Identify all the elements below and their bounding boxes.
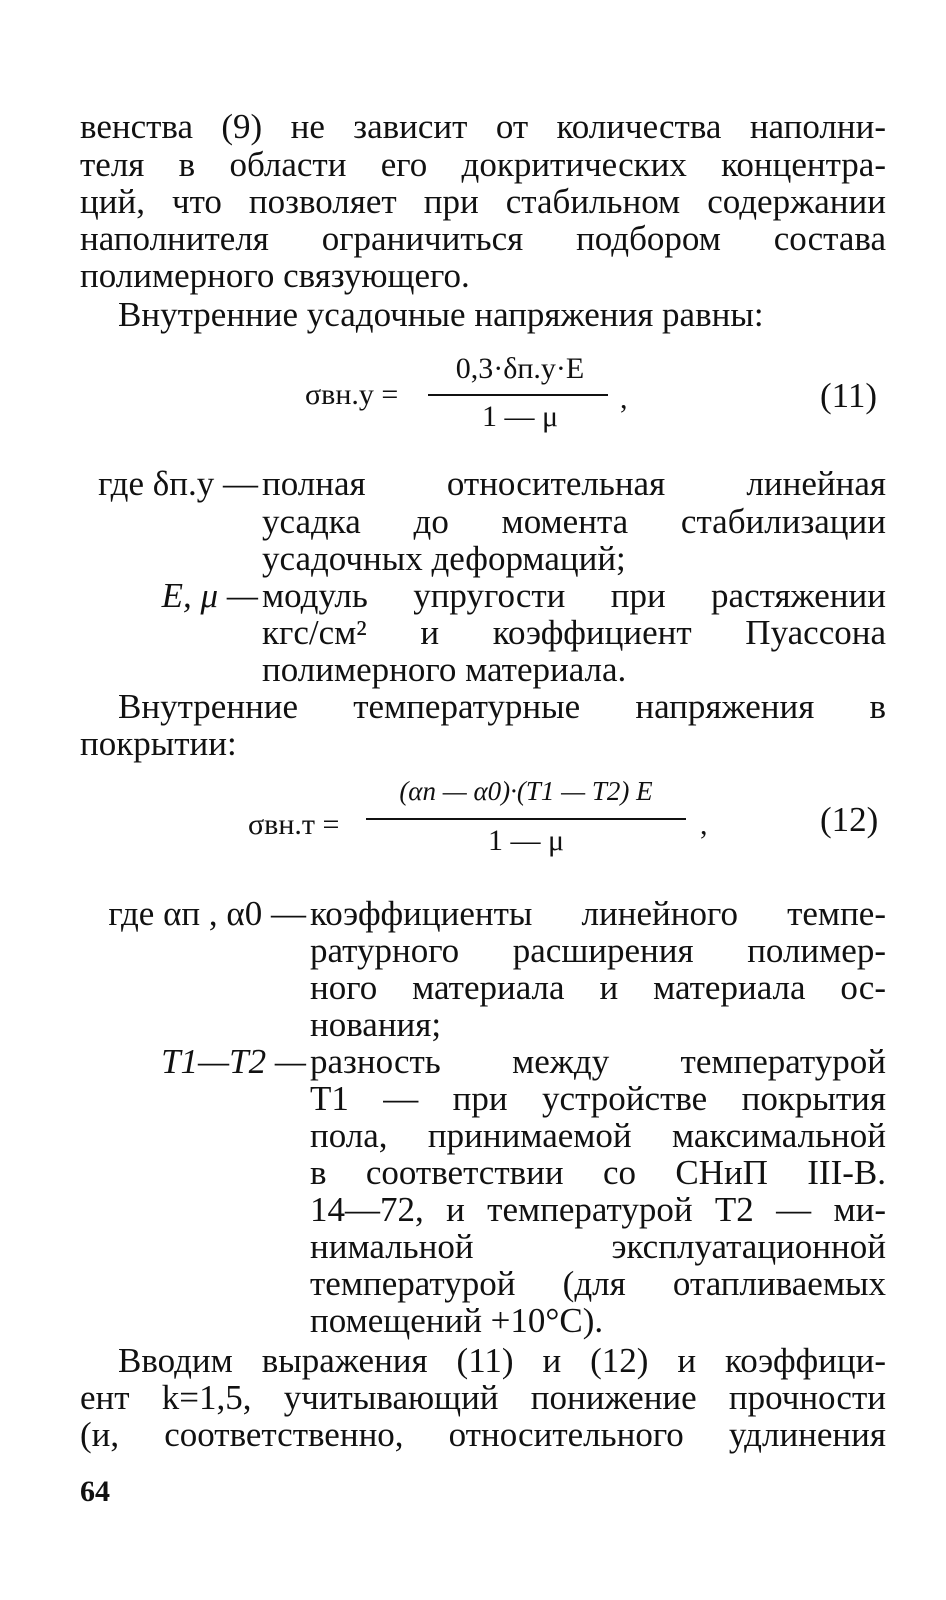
formula-numerator: (αп — α0)·(T1 — T2) E bbox=[399, 776, 653, 806]
text-line: Внутренние температурные напряжения в bbox=[118, 687, 886, 726]
formula-denominator: 1 — μ bbox=[481, 400, 559, 433]
legend-symbol: T1—T2 — bbox=[161, 1042, 306, 1081]
formula-lhs: σвн.у = bbox=[305, 378, 399, 411]
fraction-bar bbox=[366, 818, 686, 820]
legend-text: полная относительная линейная bbox=[262, 464, 886, 503]
legend-symbol: где δп.у — bbox=[98, 464, 258, 503]
legend-text: нимальной эксплуатационной bbox=[310, 1227, 886, 1266]
text-line: Вводим выражения (11) и (12) и коэффици- bbox=[118, 1341, 886, 1380]
text-line: ций, что позволяет при стабильном содержании bbox=[80, 182, 886, 221]
legend-text: пола, принимаемой максимальной bbox=[310, 1116, 886, 1155]
text-line: наполнителя ограничиться подбором состава bbox=[80, 219, 886, 258]
legend-text: коэффициенты линейного темпе- bbox=[310, 894, 886, 933]
text-line: покрытии: bbox=[80, 724, 237, 763]
legend-symbol: E, μ — bbox=[161, 576, 258, 615]
formula-numerator: 0,3·δп.у·E bbox=[455, 352, 585, 385]
fraction-bar bbox=[428, 394, 608, 396]
formula-comma: , bbox=[700, 808, 708, 841]
text-line: венства (9) не зависит от количества наполни- bbox=[80, 107, 886, 146]
legend-text: 14—72, и температурой T2 — ми- bbox=[310, 1190, 886, 1229]
legend-text: нования; bbox=[310, 1005, 442, 1044]
text-line: теля в области его докритических концентра- bbox=[80, 145, 886, 184]
formula-denominator: 1 — μ bbox=[487, 824, 565, 857]
text-line: Внутренние усадочные напряжения равны: bbox=[118, 295, 764, 334]
legend-text: в соответствии со СНиП III-В. bbox=[310, 1153, 886, 1192]
legend-text: полимерного материала. bbox=[262, 650, 627, 689]
legend-text: кгс/см² и коэффициент Пуассона bbox=[262, 613, 886, 652]
formula-comma: , bbox=[620, 382, 628, 415]
legend-text: разность между температурой bbox=[310, 1042, 886, 1081]
text-line: полимерного связующего. bbox=[80, 256, 470, 295]
legend-text: ного материала и материала ос- bbox=[310, 968, 886, 1007]
legend-symbol: где αп , α0 — bbox=[108, 894, 306, 933]
formula-lhs: σвн.т = bbox=[248, 808, 340, 841]
legend-text: усадка до момента стабилизации bbox=[262, 502, 886, 541]
equation-number: (11) bbox=[820, 376, 878, 415]
legend-text: ратурного расширения полимер- bbox=[310, 931, 886, 970]
page-number: 64 bbox=[80, 1475, 110, 1508]
legend-text: T1 — при устройстве покрытия bbox=[310, 1079, 886, 1118]
legend-text: модуль упругости при растяжении bbox=[262, 576, 886, 615]
text-line: (и, соответственно, относительного удлинения bbox=[80, 1415, 886, 1454]
equation-number: (12) bbox=[820, 800, 879, 839]
legend-text: усадочных деформаций; bbox=[262, 539, 626, 578]
legend-text: помещений +10°С). bbox=[310, 1301, 604, 1340]
text-line: ент k=1,5, учитывающий понижение прочности bbox=[80, 1378, 886, 1417]
legend-text: температурой (для отапливаемых bbox=[310, 1264, 886, 1303]
